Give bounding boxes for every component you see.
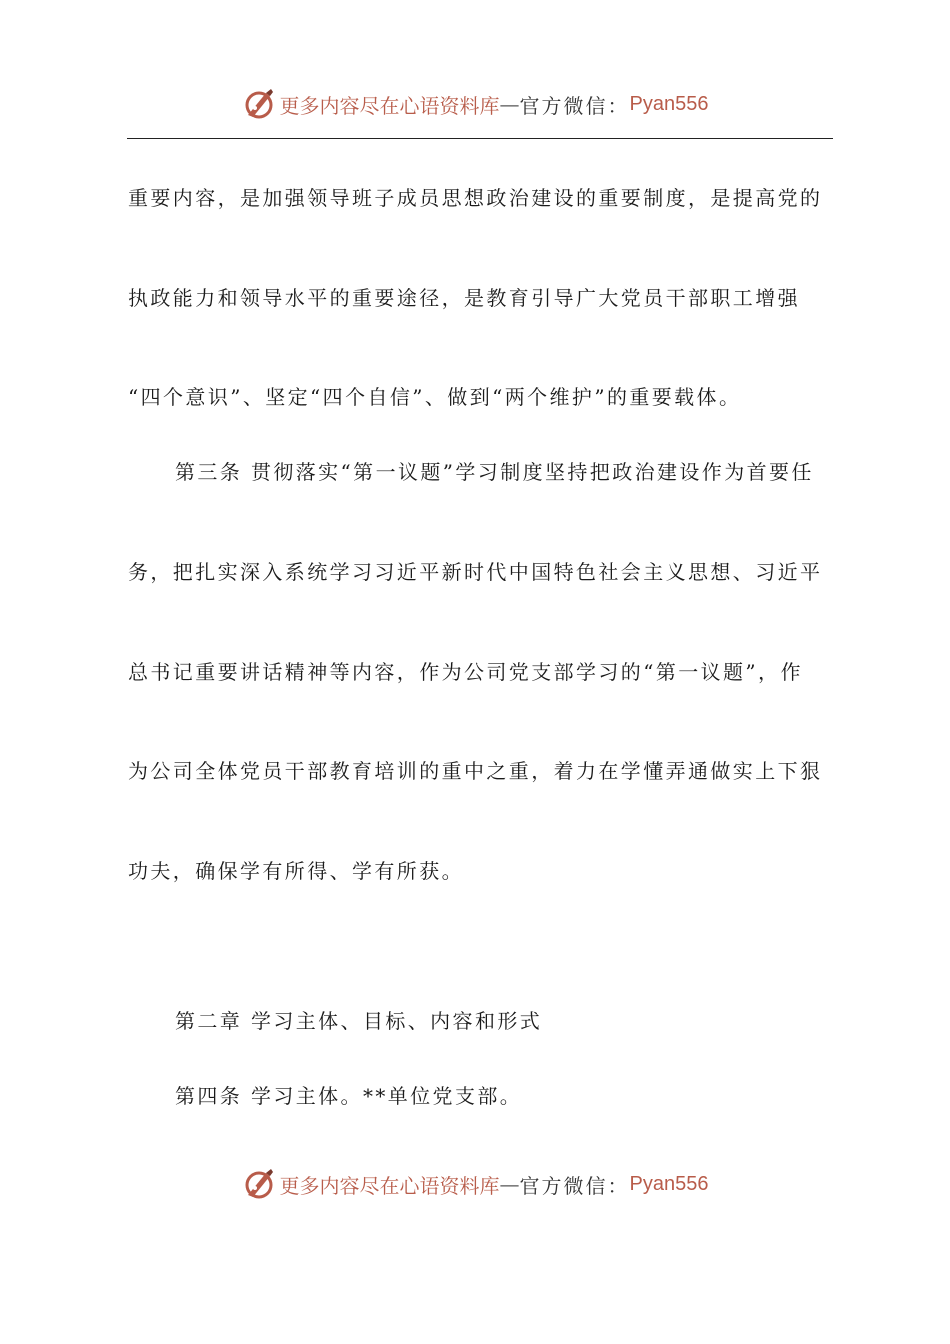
header-banner: [0, 84, 950, 124]
header-divider: [127, 138, 833, 139]
footer-brand: 更多内容尽在心语资料库: [279, 1173, 500, 1198]
article-heading-line: 第四条 学习主体。**单位党支部。: [175, 1084, 523, 1108]
article-heading-line: 第三条 贯彻落实“第一议题”学习制度坚持把政治建设作为首要任: [175, 460, 814, 484]
body-line: “四个意识”、坚定“四个自信”、做到“两个维护”的重要载体。: [128, 385, 742, 409]
footer-wechat-id: Pyan556: [629, 1172, 709, 1195]
body-line: 重要内容，是加强领导班子成员思想政治建设的重要制度，是提高党的: [128, 186, 823, 210]
header-separator: —: [499, 92, 520, 116]
chapter-heading: 第二章 学习主体、目标、内容和形式: [175, 1009, 543, 1033]
pen-logo-icon: [242, 87, 276, 121]
footer-banner: [0, 1164, 950, 1204]
footer-separator: —: [499, 1172, 520, 1196]
header-wechat-label: 官方微信：: [519, 93, 630, 118]
body-line: 务，把扎实深入系统学习习近平新时代中国特色社会主义思想、习近平: [128, 560, 823, 584]
header-brand: 更多内容尽在心语资料库: [279, 93, 500, 118]
footer-wechat-label: 官方微信：: [519, 1173, 630, 1198]
body-line: 为公司全体党员干部教育培训的重中之重，着力在学懂弄通做实上下狠: [128, 759, 823, 783]
body-line: 功夫，确保学有所得、学有所获。: [128, 859, 464, 883]
header-wechat-id: Pyan556: [629, 92, 709, 115]
body-line: 执政能力和领导水平的重要途径，是教育引导广大党员干部职工增强: [128, 286, 800, 310]
body-line: 总书记重要讲话精神等内容，作为公司党支部学习的“第一议题”，作: [128, 660, 803, 684]
pen-logo-icon: [242, 1167, 276, 1201]
